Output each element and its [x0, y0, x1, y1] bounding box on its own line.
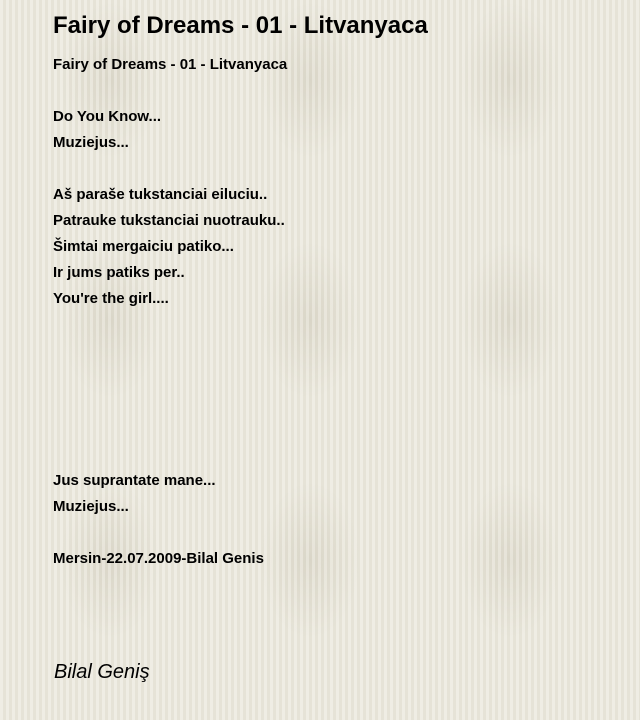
poem-author-signature: Bilal Geniş — [54, 661, 150, 683]
poem-line: Jus suprantate mane... — [53, 472, 216, 489]
poem-line — [53, 312, 287, 338]
poem-line: Šimtai mergaiciu patiko... — [53, 238, 234, 255]
poem-line: Mersin-22.07.2009-Bilal Genis — [53, 550, 264, 567]
poem-line: Do You Know... — [53, 108, 162, 125]
poem-body — [53, 52, 287, 572]
poem-line: Aš paraše tukstanciai eiluciu.. — [53, 186, 268, 203]
poem-line: You're the girl.... — [53, 290, 169, 307]
poem-line — [53, 364, 287, 390]
poem-line: Ir jums patiks per.. — [53, 264, 185, 281]
poem-line: Muziejus... — [53, 134, 129, 151]
poem-line — [53, 442, 287, 468]
poem-line — [53, 338, 287, 364]
poem-line — [53, 416, 287, 442]
poem-line — [53, 156, 287, 182]
poem-line: Fairy of Dreams - 01 - Litvanyaca — [53, 56, 288, 73]
poem-line: Muziejus... — [53, 498, 129, 515]
poem-line — [53, 390, 287, 416]
poem-line — [53, 78, 287, 104]
poem-line: Patrauke tukstanciai nuotrauku.. — [53, 212, 285, 229]
poem-title: Fairy of Dreams - 01 - Litvanyaca — [53, 12, 428, 39]
poem-line — [53, 520, 287, 546]
